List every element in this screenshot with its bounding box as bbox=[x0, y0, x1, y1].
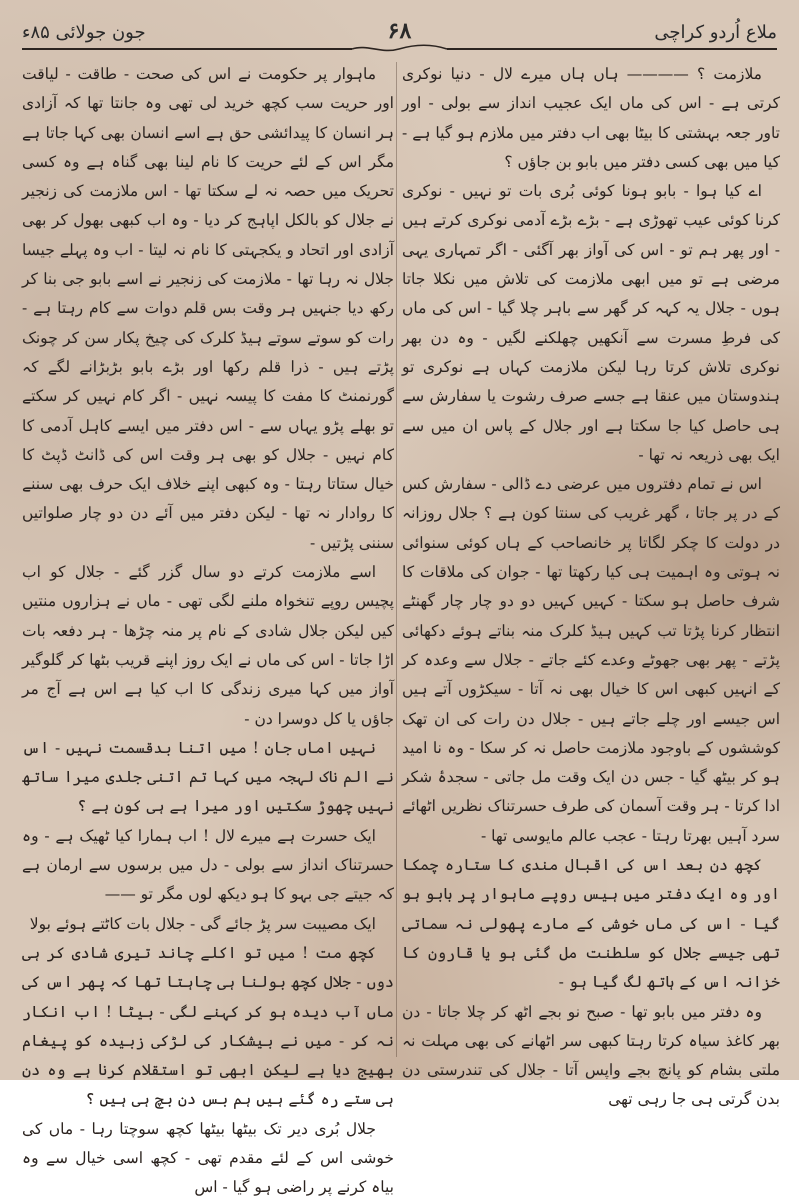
paragraph: نہیں اماں جان ! میں اتنا بدقسمت نہیں - اس نے الم ناک لہجہ میں کہا تم اتنی جلدی میرا ساتھ نہیں چھوڑ سکتیں اور میرا ہے ہی کون ہے ؟ bbox=[22, 738, 394, 816]
paragraph: کچھ دن بعد اس کی اقبال مندی کا ستارہ چمکا اور وہ ایک دفتر میں ہیس روپے ماہوار پر بابو ہو گیا - اس کی ماں خوشی کے مارے پھولی نہ سماتی تھی جیسے جلال کو سلطنت مل گئی ہو یا قارون کا خزانہ اس کے ہاتھ لگ گیا ہو - bbox=[402, 856, 780, 992]
paragraph: ایک حسرت ہے میرے لال ! اب ہمارا کیا ٹھیک ہے - وہ حسرتناک انداز سے بولی - دل میں برسوں سے ارمان ہے کہ جیتے جی بہو کا ہو دیکھ لوں مگر تو —— bbox=[22, 826, 394, 904]
paragraph: اسے ملازمت کرتے دو سال گزر گئے - جلال کو اب پچیس روپے تنخواہ ملنے لگی تھی - ماں نے ہزاروں منتیں کیں لیکن جلال شادی کے نام پر منہ چڑھا - ہر دفعہ بات اڑا جاتا - اس کی ماں نے ایک روز اپنے قریب بٹھا کر گلوگیر آواز میں کہا میری زندگی کا اب کیا ہے اس ہے آج مر جاؤں یا کل دوسرا دن - bbox=[22, 563, 394, 728]
right-column bbox=[402, 60, 780, 1109]
paragraph: کچھ مت ! میں تو اکلے چاند تیری شادی کر ہی دوں - جلال کچھ بولنا ہی چاہتا تھا کہ پھر اس کی ماں آب دیدہ ہو کر کہنے لگی - بیٹا ! اب انکار نہ کر - میں نے بیشکار کی لڑکی زبیدہ کو پیغام بھیج دیا ہے لیکن ابھی تو استقلام کرنا ہے وہ دن ہی ستے رہ گئے ہیں ہم بس دن بچ ہی ہیں ؟ bbox=[22, 943, 394, 1109]
magazine-name: ملاع اُردو کراچی bbox=[654, 22, 777, 43]
paragraph: ایک مصیبت سر پڑ جائے گی - جلال بات کاٹتے ہوئے بولا bbox=[29, 914, 376, 933]
header-ornamental-rule bbox=[22, 44, 777, 54]
paragraph: ماہوار پر حکومت نے اس کی صحت - طاقت - لیاقت اور حریت سب کچھ خرید لی تھی وہ جانتا تھا کہ آزادی ہر انسان کا پیدائشی حق ہے اسے انسان بھی کہا جاتا ہے مگر اس کے لئے حریت کا نام لینا بھی گناہ ہے وہ کسی تحریک میں حصہ نہ لے سکتا تھا - اس ملازمت کی زنجیر نے جلال کو بالکل اپاہج کر دیا - وہ اب کبھی بھول کر بھی آزادی اور اتحاد و یکجہتی کا نام نہ لیتا - اب وہ پہلے جیسا جلال نہ رہا تھا - ملازمت کی زنجیر نے اسے بابو جی بنا کر رکھ دیا جنہیں ہر وقت بس قلم دوات سے کام رہتا ہے - رات کو سوتے سوتے ہیڈ کلرک کی چیخ پکار سن کر چونک پڑتے ہیں - ذرا قلم رکھا اور بڑے بابو بڑبڑانے لگے کہ گورنمنٹ کا مفت کا پیسہ نہیں - اگر کام نہیں کر سکتے تو بھلے پڑو یہاں سے - اس دفتر میں ایسے کاہل آدمی کا کام نہیں - جلال کو بھی ہر وقت اس کی ڈانٹ ڈپٹ کا خیال ستاتا رہتا - وہ کبھی اپنے خلاف ایک حرف بھی سننے کا روادار نہ تھا - لیکن دفتر میں آئے دن دو چار صلواتیں سننی پڑتیں - bbox=[22, 65, 394, 552]
paragraph: جلال بُری دیر تک بیٹھا بیٹھا کچھ سوچتا رہا - ماں کی خوشی اس کے لئے مقدم تھی - کچھ اسی خیال سے وہ بیاہ کرنے پر راضی ہو گیا - اس bbox=[22, 1119, 394, 1197]
paragraph: اس نے تمام دفتروں میں عرضی دے ڈالی - سفارش کس کے در پر جاتا ، گھر غریب کی سنتا کون ہے ؟ جلال روزانہ در دولت کا چکر لگاتا پر خانصاحب کے ہاں کوئی سنوائی نہ ہوتی وہ اہمیت ہی کیا رکھتا تھا - جوان کی ملاقات کا شرف حاصل ہو سکتا - کہیں کہیں دو دو چار چار گھنٹے انتظار کرنا پڑتا تب کہیں ہیڈ کلرک منہ بناتے ہوئے دکھائی پڑتے - پھر بھی جھوٹے وعدے کئے جاتے - جلال سے وعدہ کر کے انہیں کبھی اس کا خیال بھی نہ آتا - سیکڑوں آتے ہیں اس جیسے اور چلے جاتے ہیں - جلال دن رات کی ان تھک کوششوں کے باوجود ملازمت حاصل نہ کر سکا - وہ نا امید ہو کر بیٹھ گیا - جس دن ایک وقت مل جاتی - سجدۂ شکر ادا کرتا - ہر وقت آسمان کی طرف حسرتناک نظریں اٹھائے سرد آہیں بھرتا رہتا - عجب عالم مایوسی تھا - bbox=[402, 475, 780, 845]
issue-date: جون جولائی ۸۵ء bbox=[22, 22, 146, 43]
paragraph: وہ دفتر میں بابو تھا - صبح نو بجے اٹھ کر چلا جاتا - دن بھر کاغذ سیاہ کرتا رہتا کبھی سر اٹھانے کی بھی مہلت نہ ملتی بشام کو پانچ بجے واپس آتا - جلال کی تندرستی دن بدن گرتی ہی جا رہی تھی bbox=[402, 1002, 780, 1109]
column-divider bbox=[396, 62, 397, 1057]
page-number: ۶۸ bbox=[387, 18, 412, 44]
paragraph: اے کیا ہوا - بابو ہونا کوئی بُری بات تو نہیں - نوکری کرنا کوئی عیب تھوڑی ہے - بڑے بڑے آدمی نوکری کرتے ہیں - اور پھر ہم تو - اس کی آواز بھر آگئی - اگر تمہاری یہی مرضی ہے تو میں ابھی ملازمت کی تلاش میں نکلا جاتا ہوں - جلال یہ کہہ کر گھر سے باہر چلا گیا - اس کی ماں کی فرطِ مسرت سے آنکھیں چھلکنے لگیں - وہ دن بھر نوکری تلاش کرتا رہا لیکن ملازمت کہاں ہے نوکری تو ہندوستان میں عنقا ہے جسے صرف رشوت یا سفارش سے ہی حاصل کیا جا سکتا ہے اور جلال کے پاس ان میں سے ایک بھی ذریعہ نہ تھا - bbox=[402, 182, 780, 464]
paragraph: ملازمت ؟ ———— ہاں ہاں میرے لال - دنیا نوکری کرتی ہے - اس کی ماں ایک عجیب انداز سے بولی - اور تاور جعہ بہشتی کا بیٹا بھی اب دفتر میں ملازم ہو گیا ہے - کیا میں بھی کسی دفتر میں بابو بن جاؤں ؟ bbox=[402, 65, 780, 171]
left-column bbox=[22, 60, 394, 1197]
